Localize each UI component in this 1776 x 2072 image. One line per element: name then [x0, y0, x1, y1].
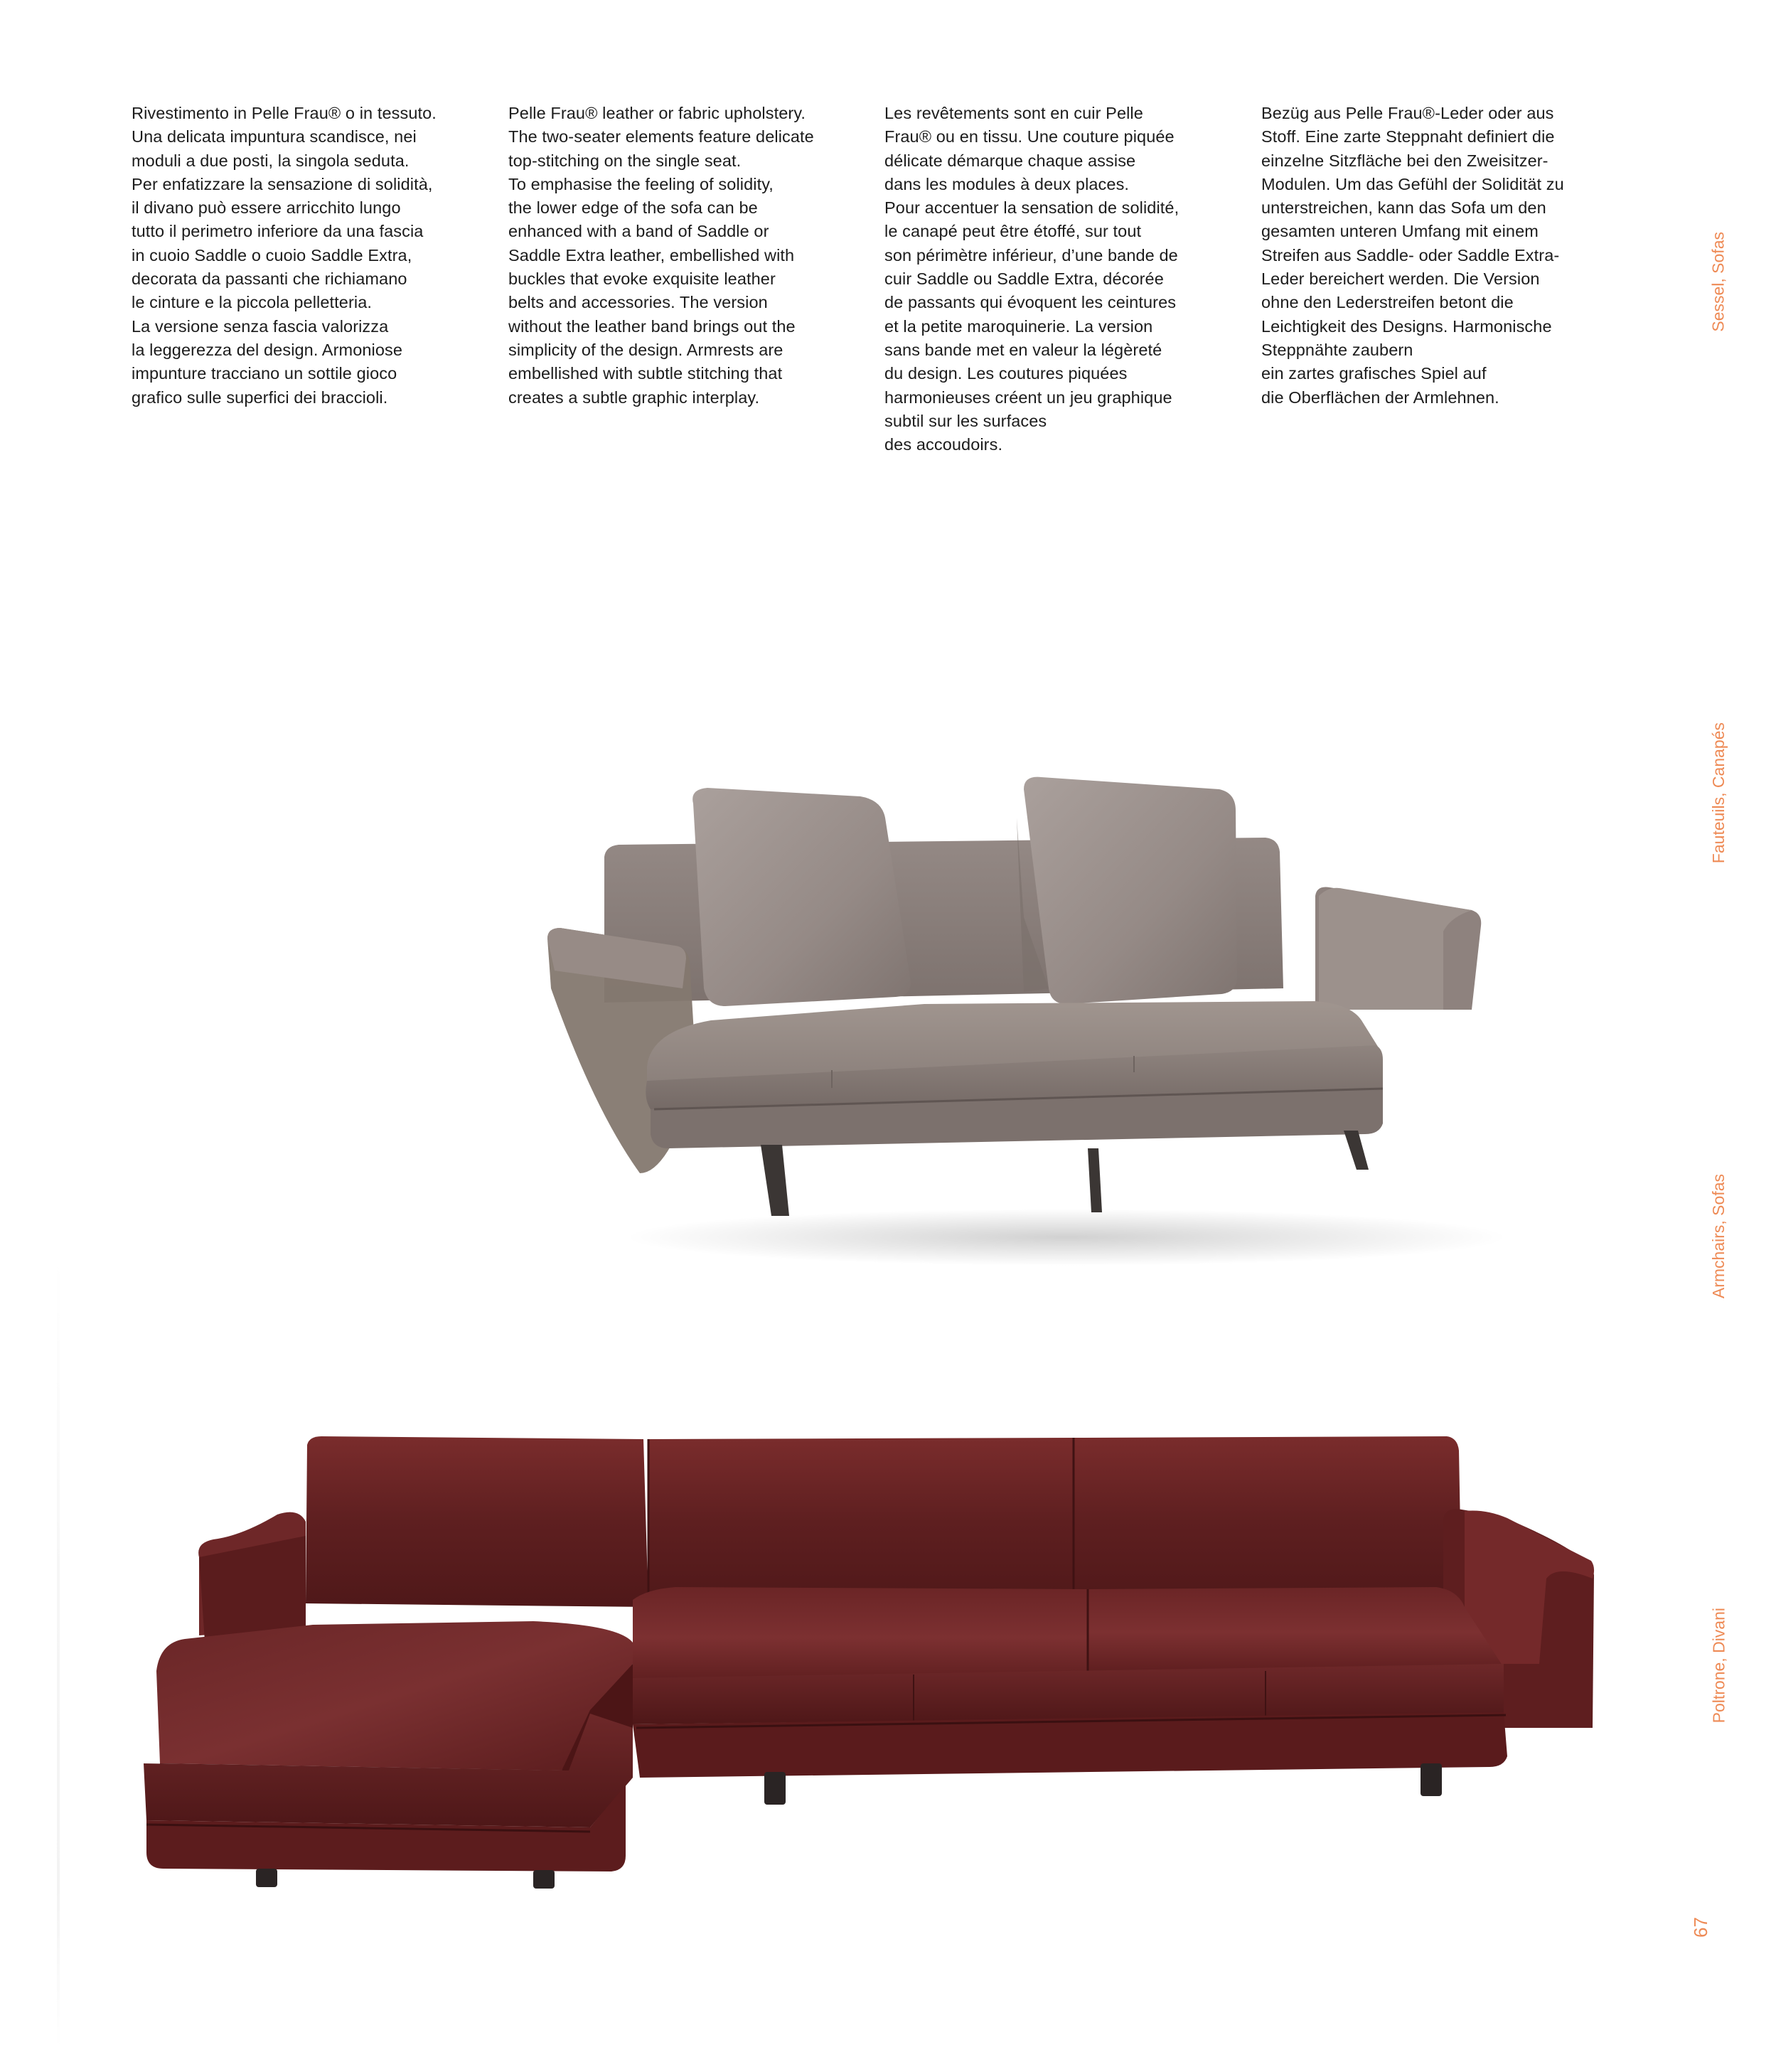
taupe-sofa-photo	[526, 775, 1564, 1273]
side-label-english: Armchairs, Sofas	[1709, 1174, 1728, 1299]
page-number: 67	[1689, 1917, 1711, 1938]
side-label-italian: Poltrone, Divani	[1709, 1608, 1728, 1724]
text-column-italian: Rivestimento in Pelle Frau® o in tessuto. Una delicata impuntura scandisce, nei moduli a due posti, la singola seduta. Per enfatizzare la sensazione di solidità, il divano può essere arricchito lungo tutto il perimetro inferiore da una fascia in cuoio Saddle o cuoio Saddle Extra, decorata da passanti che richiamano le cinture e la piccola pelletteria. La versione senza fascia valorizza la leggerezza del design. Armoniose impunture tracciano un sottile gioco grafico sulle superfici dei braccioli.	[132, 104, 437, 407]
text-column-german: Bezüg aus Pelle Frau®-Leder oder aus Stoff. Eine zarte Steppnaht definiert die einzelne Sitzfläche bei den Zweisitzer- Modulen. Um das Gefühl der Solidität zu unterstreichen, kann das Sofa um den gesamten unteren Umfang mit einem Streifen aus Saddle- oder Saddle Extra- Leder bereichert werden. Die Version ohne den Lederstreifen betont die Leichtigkeit des Designs. Harmonische Steppnähte zaubern ein zartes grafisches Spiel auf die Oberflächen der Armlehnen.	[1261, 104, 1564, 407]
text-column-english: Pelle Frau® leather or fabric upholstery. The two-seater elements feature delicate top-stitching on the single seat. To emphasise the feeling of solidity, the lower edge of the sofa can be enhanced with a band of Saddle or Saddle Extra leather, embellished with buckles that evoke exquisite leather belts and accessories. The version without the leather band brings out the simplicity of the design. Armrests are embellished with subtle stitching that creates a subtle graphic interplay.	[508, 104, 814, 407]
page-edge-shadow	[57, 1259, 60, 2048]
side-label-german: Sessel, Sofas	[1709, 232, 1728, 332]
burgundy-sofa-photo	[135, 1429, 1614, 1927]
text-column-french: Les revêtements sont en cuir Pelle Frau® ou en tissu. Une couture piquée délicate démarque chaque assise dans les modules à deux places. Pour accentuer la sensation de solidité, le canapé peut être étoffé, sur tout son périmètre inférieur, d’une bande de cuir Saddle ou Saddle Extra, décorée de passants qui évoquent les ceintures et la petite maroquinerie. La version sans bande met en valeur la légèreté du design. Les coutures piquées harmonieuses créent un jeu graphique subtil sur les surfaces des accoudoirs.	[884, 104, 1179, 454]
side-label-french: Fauteuils, Canapés	[1709, 722, 1728, 864]
